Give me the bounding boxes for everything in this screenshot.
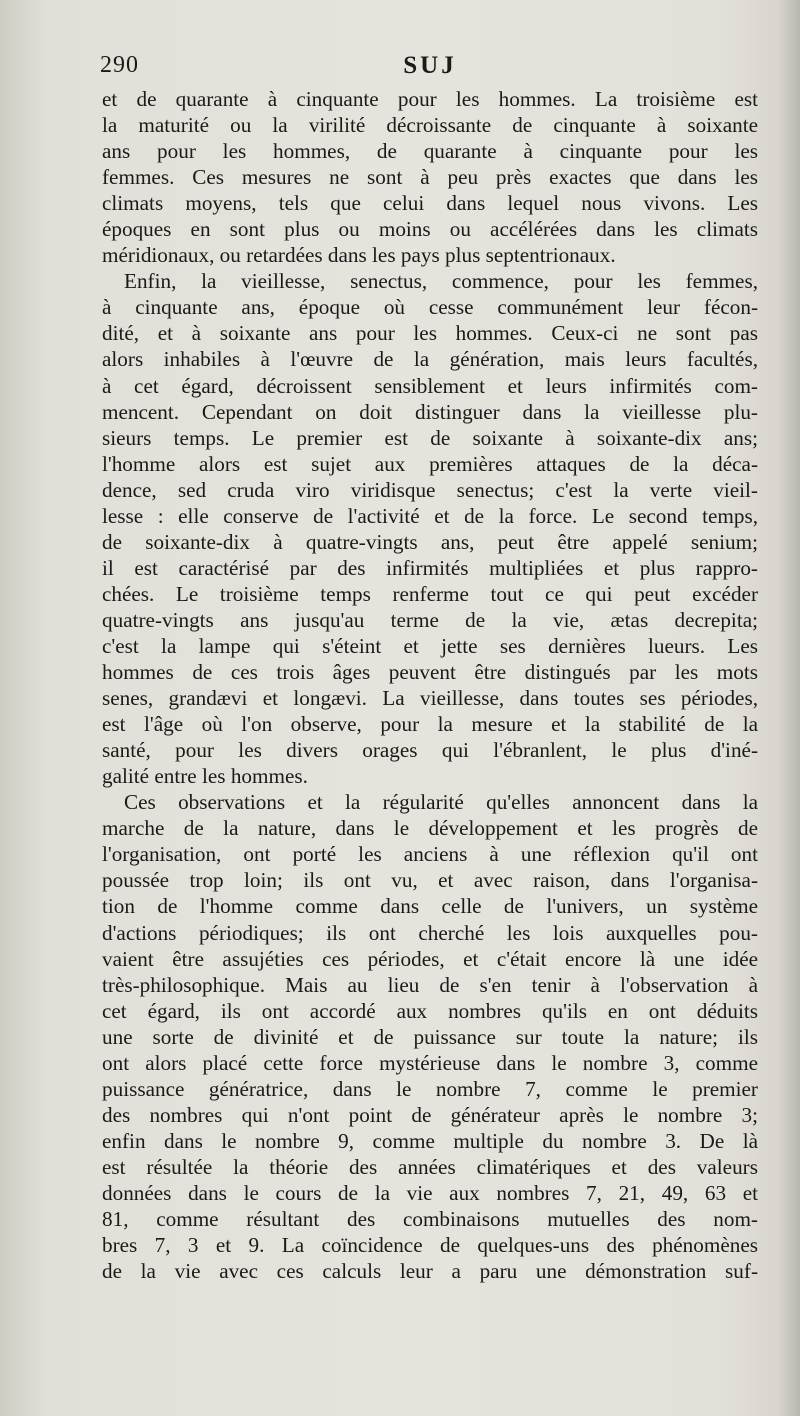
text-line: la maturité ou la virilité décroissante de cinquante à soixante [102,113,758,138]
text-line: il est caractérisé par des infirmités multipliées et plus rappro- [102,555,758,580]
text-line: c'est la lampe qui s'éteint et jette ses dernières lueurs. Les [102,633,758,658]
text-line: santé, pour les divers orages qui l'ébranlent, le plus d'iné- [102,738,758,763]
text-line: galité entre les hommes. [102,764,308,789]
text-line: bres 7, 3 et 9. La coïncidence de quelques-uns des phénomènes [102,1233,758,1258]
text-line: lesse : elle conserve de l'activité et de la force. Le second temps, [102,503,758,528]
text-line: femmes. Ces mesures ne sont à peu près exactes que dans les [102,165,758,190]
text-line: une sorte de divinité et de puissance sur toute la nature; ils [102,1024,758,1049]
text-line: données dans le cours de la vie aux nombres 7, 21, 49, 63 et [102,1180,758,1205]
text-line: dité, et à soixante ans pour les hommes. Ceux-ci ne sont pas [102,321,758,346]
text-line: poussée trop loin; ils ont vu, et avec raison, dans l'organisa- [102,868,758,893]
text-line: tion de l'homme comme dans celle de l'univers, un système [102,894,758,919]
text-line: hommes de ces trois âges peuvent être distingués par les mots [102,660,758,685]
text-line: ont alors placé cette force mystérieuse dans le nombre 3, comme [102,1050,758,1075]
text-line: de soixante-dix à quatre-vingts ans, peut être appelé senium; [102,529,758,554]
text-line: Enfin, la vieillesse, senectus, commence, pour les femmes, [124,269,758,294]
text-line: enfin dans le nombre 9, comme multiple du nombre 3. De là [102,1128,758,1153]
text-line: à cet égard, décroissent sensiblement et leurs infirmités com- [102,373,758,398]
text-line: mencent. Cependant on doit distinguer dans la vieillesse plu- [102,399,758,424]
text-line: d'actions périodiques; ils ont cherché les lois auxquelles pou- [102,920,758,945]
text-line: alors inhabiles à l'œuvre de la génération, mais leurs facultés, [102,347,758,372]
text-line: Ces observations et la régularité qu'elles annoncent dans la [124,790,758,815]
text-line: est résultée la théorie des années climatériques et des valeurs [102,1154,758,1179]
text-line: 81, comme résultant des combinaisons mutuelles des nom- [102,1207,758,1232]
text-line: l'homme alors est sujet aux premières attaques de la déca- [102,451,758,476]
running-head: SUJ [403,52,457,79]
text-line: méridionaux, ou retardées dans les pays plus septentrionaux. [102,243,616,268]
text-line: l'organisation, ont porté les anciens à une réflexion qu'il ont [102,842,758,867]
text-line: climats moyens, tels que celui dans lequel nous vivons. Les [102,191,758,216]
text-line: sieurs temps. Le premier est de soixante à soixante-dix ans; [102,425,758,450]
text-line: très-philosophique. Mais au lieu de s'en tenir à l'observation à [102,972,758,997]
page-number: 290 [100,52,139,78]
text-line: quatre-vingts ans jusqu'au terme de la vie, ætas decrepita; [102,607,758,632]
text-line: chées. Le troisième temps renferme tout ce qui peut excéder [102,581,758,606]
text-line: puissance génératrice, dans le nombre 7, comme le premier [102,1076,758,1101]
text-line: vaient être assujéties ces périodes, et c'était encore là une idée [102,946,758,971]
text-line: et de quarante à cinquante pour les hommes. La troisième est [102,87,758,111]
body-text [102,86,758,1284]
page-edge-shadow [778,0,800,1416]
text-line: de la vie avec ces calculs leur a paru une démonstration suf- [102,1259,758,1284]
text-line: époques en sont plus ou moins ou accélérées dans les climats [102,217,758,242]
text-line: dence, sed cruda viro viridisque senectus; c'est la verte vieil- [102,477,758,502]
text-line: est l'âge où l'on observe, pour la mesure et la stabilité de la [102,712,758,737]
text-line: à cinquante ans, époque où cesse communément leur fécon- [102,295,758,320]
text-line: senes, grandævi et longævi. La vieillesse, dans toutes ses périodes, [102,686,758,711]
text-line: des nombres qui n'ont point de générateur après le nombre 3; [102,1102,758,1127]
text-line: ans pour les hommes, de quarante à cinquante pour les [102,139,758,164]
text-line: cet égard, ils ont accordé aux nombres qu'ils en ont déduits [102,998,758,1023]
text-line: marche de la nature, dans le développement et les progrès de [102,816,758,841]
